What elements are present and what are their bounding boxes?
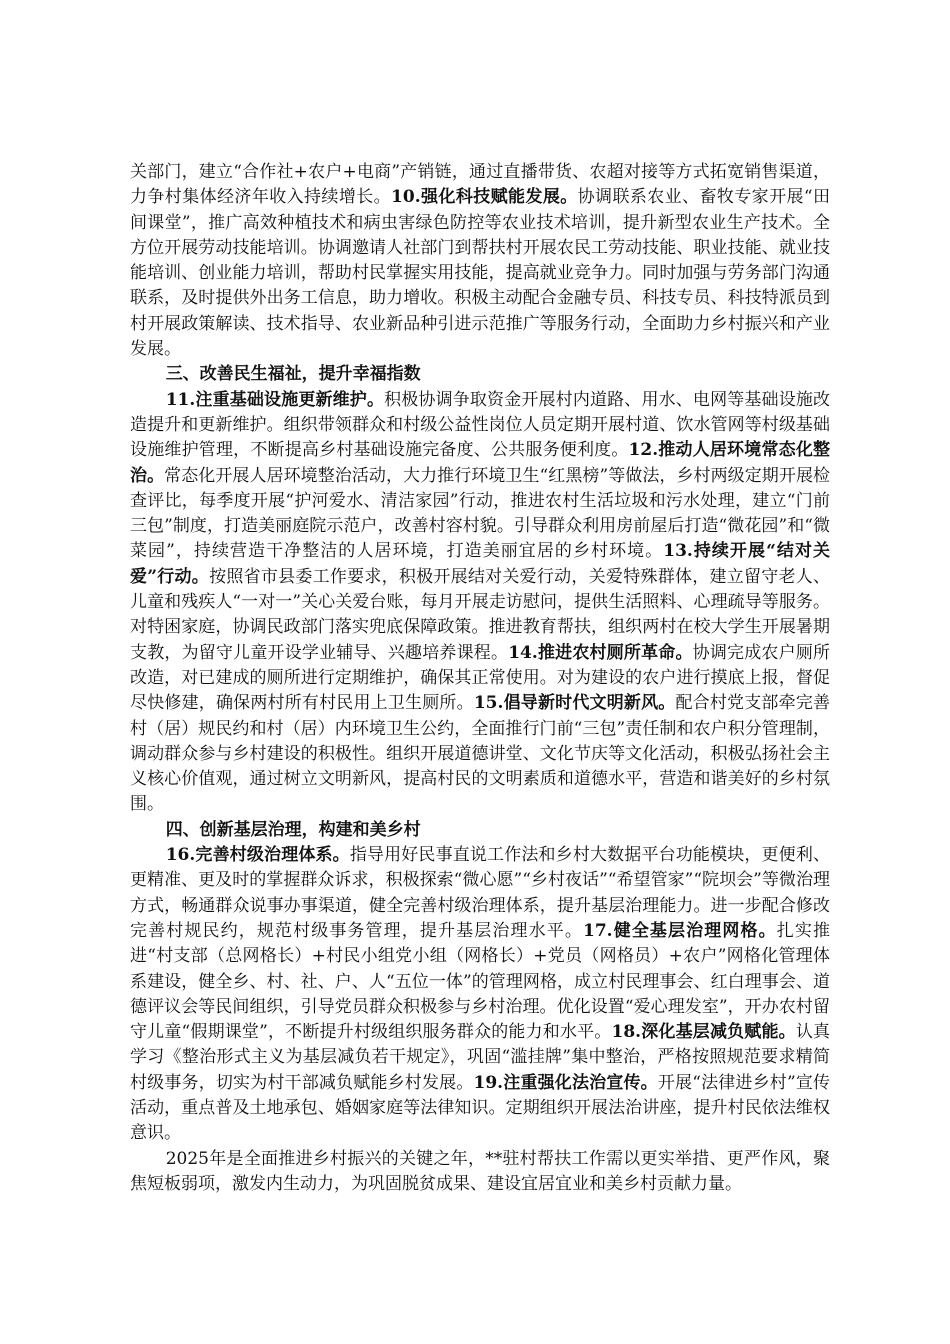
- item-title-11: 11.注重基础设施更新维护。: [165, 389, 385, 410]
- text-run: 协调联系农业、畜牧专家开展“田间课堂”，推广高效种植技术和病虫害绿色防控等农业技术培训，提升新型农业生产技术。全方位开展劳动技能培训。协调邀请人社部门到帮扶村开展农民工劳动技能、职业技能、就业技能培训、创业能力培训，帮助村民掌握实用技能，提高就业竞争力。同时加强与劳务部门沟通联系，及时提供外出务工信息，助力增收。积极主动配合金融专员、科技专员、科技特派员到村开展政策解读、技术指导、农业新品种引进示范推广等服务行动，全面助力乡村振兴和产业发展。: [130, 187, 830, 360]
- item-title-17: 17.健全基层治理网格。: [583, 920, 777, 941]
- text-run: 配合村党支部牵完善村（居）规民约和村（居）内环境卫生公约，全面推行门前“三包”责任制和农户积分管理制，调动群众参与乡村建设的积极性。组织开展道德讲堂、文化节庆等文化活动，积极弘扬社会主义核心价值观，通过树立文明新风，提高村民的文明素质和道德水平，营造和谐美好的乡村氛围。: [130, 693, 831, 815]
- item-title-18: 18.深化基层减负赋能。: [611, 1022, 796, 1043]
- item-title-10: 10.强化科技赋能发展。: [391, 187, 578, 208]
- item-title-13: 13.持续开展“结对关爱”行动。: [130, 541, 830, 587]
- text-run: 关部门，建立“合作社+农户+电商”产销链，通过直播带货、农超对接等方式拓宽销售渠道，力争村集体经济年收入持续增长。: [130, 162, 830, 208]
- item-title-16: 16.完善村级治理体系。: [165, 845, 350, 866]
- document-page: [130, 160, 830, 1197]
- text-run: 2025年是全面推进乡村振兴的关键之年，**驻村帮扶工作需以更实举措、更严作风，聚焦短板弱项，激发内生动力，为巩固脱贫成果、建设宜居宜业和美乡村贡献力量。: [130, 1148, 830, 1194]
- item-title-19: 19.注重强化法治宣传。: [473, 1072, 658, 1093]
- paragraph-section-4: [130, 843, 830, 1147]
- text-run: 开展“法律进乡村”宣传活动，重点普及土地承包、婚姻家庭等法律知识。定期组织开展法治讲座，提升村民依法维权意识。: [130, 1072, 830, 1144]
- text-run: 协调完成农户厕所改造，对已建成的厕所进行定期维护，确保其正常使用。对为建设的农户进行摸底上报，督促尽快修建，确保两村所有村民用上卫生厕所。: [130, 642, 831, 714]
- item-title-12: 12.推动人居环境常态化整治。: [130, 440, 831, 486]
- text-run: 积极协调争取资金开展村内道路、用水、电网等基础设施改造提升和更新维护。组织带领群众和村级公益性岗位人员定期开展村道、饮水管网等村级基础设施维护管理，不断提高乡村基础设施完备度、公共服务便利度。: [130, 389, 830, 461]
- paragraph-conclusion: [130, 1147, 830, 1198]
- text-run: 常态化开展人居环境整治活动，大力推行环境卫生“红黑榜”等做法，乡村两级定期开展检查评比，每季度开展“护河爱水、清洁家园”行动，推进农村生活垃圾和污水处理，建立“门前三包”制度，打造美丽庭院示范户，改善村容村貌。引导群众利用房前屋后打造“微花园”和“微菜园”，持续营造干净整洁的人居环境，打造美丽宜居的乡村环境。: [130, 465, 831, 562]
- item-title-15: 15.倡导新时代文明新风。: [473, 693, 676, 714]
- section-heading-4: 四、创新基层治理，构建和美乡村: [165, 819, 421, 840]
- section-heading-3: 三、改善民生福祉，提升幸福指数: [165, 364, 421, 385]
- item-title-14: 14.推进农村厕所革命。: [508, 642, 693, 663]
- paragraph-section-3: [130, 388, 830, 818]
- text-run: 指导用好民事直说工作法和乡村大数据平台功能模块，更便利、更精准、更及时的掌握群众诉求，积极探索“微心愿”“乡村夜话”“希望管家”“院坝会”等微治理方式，畅通群众说事办事渠道，健全完善村级治理体系，提升基层治理能力。进一步配合修改完善村规民约，规范村级事务管理，提升基层治理水平。: [130, 845, 830, 941]
- text-run: 按照省市县委工作要求，积极开展结对关爱行动，关爱特殊群体，建立留守老人、儿童和残疾人“一对一”关心关爱台账，每月开展走访慰问，提供生活照料、心理疏导等服务。对特困家庭，协调民政部门落实兜底保障政策。推进教育帮扶，组织两村在校大学生开展暑期支教，为留守儿童开设学业辅导、兴趣培养课程。: [130, 566, 831, 663]
- text-run: 扎实推进“村支部（总网格长）+村民小组党小组（网格长）+党员（网格员）+农户”网格化管理体系建设，健全乡、村、社、户、人“五位一体”的管理网格，成立村民理事会、红白理事会、道德评议会等民间组织，引导党员群众积极参与乡村治理。优化设置“爱心理发室”，开办农村留守儿童“假期课堂”，不断提升村级组织服务群众的能力和水平。: [130, 920, 831, 1043]
- paragraph-continuation: [130, 160, 830, 362]
- text-run: 认真学习《整治形式主义为基层减负若干规定》，巩固“滥挂牌”集中整治，严格按照规范要求精简村级事务，切实为村干部减负赋能乡村发展。: [130, 1022, 831, 1093]
